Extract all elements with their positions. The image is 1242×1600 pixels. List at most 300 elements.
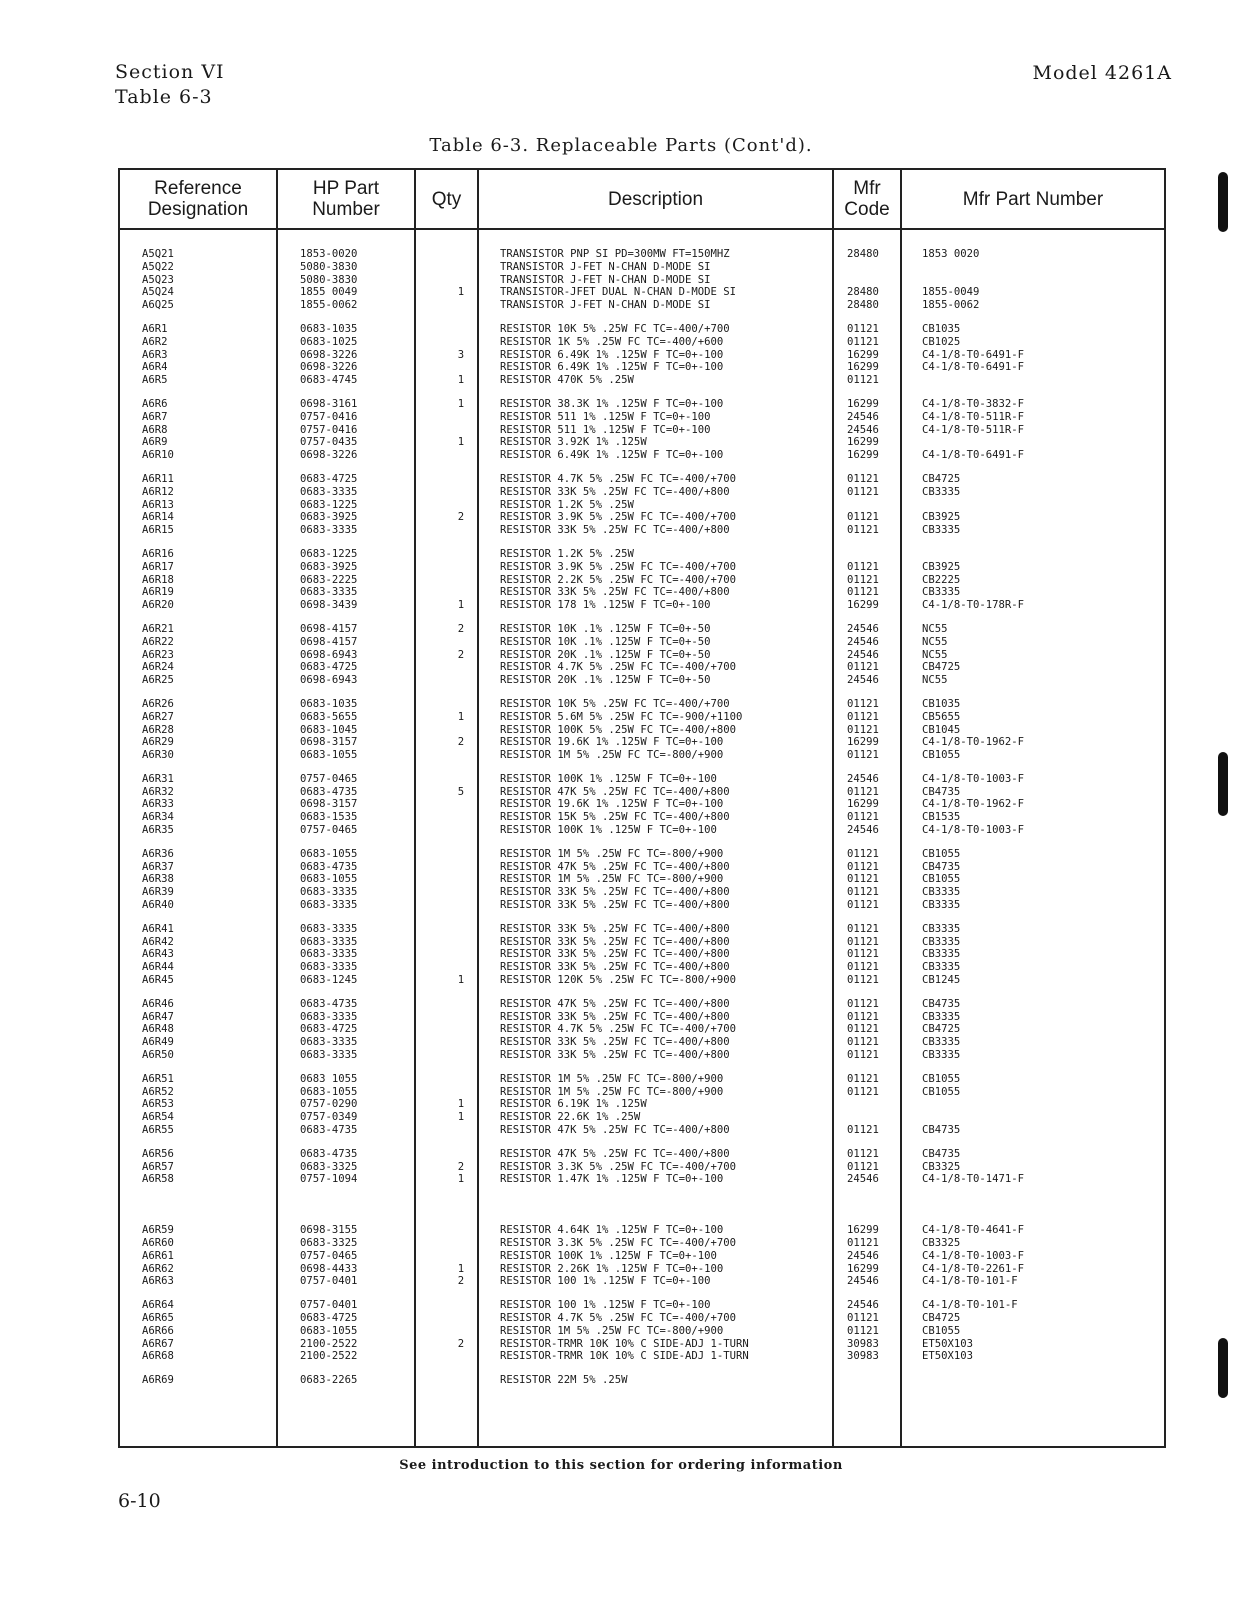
- cell-mfr-part: CB1055: [922, 1072, 961, 1085]
- cell-description: RESISTOR 33K 5% .25W FC TC=-400/+800: [500, 922, 730, 935]
- cell-reference: A6R63: [142, 1275, 174, 1288]
- cell-hp-part: 0683-1535: [300, 811, 358, 824]
- cell-reference: A6R15: [142, 524, 174, 537]
- cell-qty: 2: [457, 1160, 465, 1173]
- table-row: [120, 948, 1164, 961]
- table-row: [120, 449, 1164, 462]
- cell-mfr-part: CB4735: [922, 860, 961, 873]
- cell-reference: A6R53: [142, 1098, 174, 1111]
- table-row: [120, 661, 1164, 674]
- cell-description: RESISTOR 22M 5% .25W: [500, 1374, 628, 1387]
- cell-hp-part: 0698-4433: [300, 1262, 358, 1275]
- cell-description: RESISTOR 511 1% .125W F TC=0+-100: [500, 423, 711, 436]
- cell-mfr-part: CB3335: [922, 948, 961, 961]
- cell-mfr-part: CB2225: [922, 573, 961, 586]
- cell-mfr-code: 01121: [847, 1072, 879, 1085]
- cell-mfr-part: CB1055: [922, 847, 961, 860]
- cell-mfr-code: 01121: [847, 997, 879, 1010]
- header-reference-designation: Reference Designation: [147, 178, 249, 220]
- table-row: [120, 1098, 1164, 1111]
- cell-hp-part: 0698-3226: [300, 361, 358, 374]
- table-header-row: [120, 170, 1164, 230]
- row-group: [120, 698, 1164, 762]
- cell-qty: 2: [457, 1275, 465, 1288]
- cell-mfr-code: 01121: [847, 899, 879, 912]
- cell-description: RESISTOR 100 1% .125W F TC=0+-100: [500, 1299, 711, 1312]
- cell-description: RESISTOR 4.7K 5% .25W FC TC=-400/+700: [500, 472, 736, 485]
- table-row: [120, 473, 1164, 486]
- cell-mfr-part: CB3325: [922, 1237, 961, 1249]
- table-row: [120, 1312, 1164, 1325]
- cell-hp-part: 0683-3925: [300, 511, 358, 524]
- cell-qty: 1: [457, 1111, 465, 1124]
- cell-mfr-part: CB1535: [922, 811, 961, 824]
- cell-hp-part: 0698-3157: [300, 798, 358, 811]
- table-row: [120, 873, 1164, 886]
- cell-mfr-part: CB4725: [922, 661, 961, 674]
- cell-mfr-code: 24546: [847, 674, 879, 687]
- cell-mfr-part: CB1025: [922, 335, 961, 348]
- cell-mfr-code: 01121: [847, 1036, 879, 1049]
- cell-reference: A6R56: [142, 1147, 174, 1160]
- cell-mfr-code: 16299: [847, 1262, 879, 1275]
- cell-reference: A6R32: [142, 785, 174, 798]
- cell-description: RESISTOR 33K 5% .25W FC TC=-400/+800: [500, 1036, 730, 1049]
- cell-reference: A6R23: [142, 648, 174, 661]
- cell-reference: A6R8: [142, 423, 168, 436]
- cell-hp-part: 0683-1035: [300, 697, 358, 710]
- table-body: [120, 248, 1164, 1398]
- cell-description: RESISTOR 47K 5% .25W FC TC=-400/+800: [500, 1124, 730, 1137]
- cell-hp-part: 0757-0290: [300, 1098, 358, 1111]
- cell-hp-part: 0683-4745: [300, 374, 358, 387]
- cell-mfr-code: 24546: [847, 1249, 879, 1262]
- table-row: [120, 349, 1164, 362]
- cell-mfr-part: C4-1/8-T0-1003-F: [922, 772, 1025, 785]
- cell-description: TRANSISTOR J-FET N-CHAN D-MODE SI: [500, 299, 711, 312]
- cell-description: RESISTOR 100 1% .125W F TC=0+-100: [500, 1275, 711, 1288]
- cell-reference: A6R21: [142, 622, 174, 635]
- cell-description: RESISTOR 1M 5% .25W FC TC=-800/+900: [500, 873, 724, 886]
- cell-qty: 2: [457, 511, 465, 524]
- cell-hp-part: 0698-3157: [300, 736, 358, 749]
- page-header-left: [115, 60, 225, 110]
- cell-qty: 2: [457, 648, 465, 661]
- cell-description: RESISTOR 3.3K 5% .25W FC TC=-400/+700: [500, 1160, 736, 1173]
- cell-qty: 2: [457, 1337, 465, 1350]
- cell-reference: A6R3: [142, 348, 168, 361]
- cell-mfr-code: 24546: [847, 1275, 879, 1288]
- cell-reference: A6R58: [142, 1173, 174, 1186]
- cell-mfr-part: C4-1/8-T0-1471-F: [922, 1173, 1025, 1186]
- cell-hp-part: 0757-0349: [300, 1111, 358, 1124]
- cell-mfr-code: 16299: [847, 348, 879, 361]
- cell-hp-part: 0757-0465: [300, 1249, 358, 1262]
- table-row: [120, 1275, 1164, 1288]
- cell-mfr-code: 30983: [847, 1350, 879, 1363]
- cell-reference: A5Q24: [142, 286, 174, 299]
- cell-mfr-code: 16299: [847, 397, 879, 410]
- cell-reference: A5Q21: [142, 248, 174, 260]
- cell-description: RESISTOR 20K .1% .125W F TC=0+-50: [500, 648, 711, 661]
- row-group: [120, 1299, 1164, 1363]
- row-group: [120, 248, 1164, 312]
- cell-mfr-code: 01121: [847, 1324, 879, 1337]
- cell-mfr-part: C4-1/8-T0-6491-F: [922, 361, 1025, 374]
- cell-mfr-part: NC55: [922, 635, 948, 648]
- table-row: [120, 511, 1164, 524]
- cell-description: RESISTOR 4.7K 5% .25W FC TC=-400/+700: [500, 1023, 736, 1036]
- cell-mfr-code: 01121: [847, 472, 879, 485]
- cell-mfr-part: C4-1/8-T0-178R-F: [922, 599, 1025, 612]
- cell-mfr-part: CB4725: [922, 472, 961, 485]
- cell-description: RESISTOR 33K 5% .25W FC TC=-400/+800: [500, 886, 730, 899]
- cell-hp-part: 2100-2522: [300, 1350, 358, 1363]
- cell-reference: A6R45: [142, 974, 174, 987]
- cell-hp-part: 1855 0049: [300, 286, 358, 299]
- cell-mfr-code: 01121: [847, 322, 879, 335]
- cell-reference: A6R57: [142, 1160, 174, 1173]
- cell-reference: A6R54: [142, 1111, 174, 1124]
- cell-description: RESISTOR 1.2K 5% .25W: [500, 547, 634, 560]
- cell-hp-part: 0698-3226: [300, 348, 358, 361]
- table-title: Table 6-3. Replaceable Parts (Cont'd).: [429, 135, 813, 156]
- cell-description: RESISTOR-TRMR 10K 10% C SIDE-ADJ 1-TURN: [500, 1337, 749, 1350]
- cell-hp-part: 0683-3335: [300, 1036, 358, 1049]
- cell-hp-part: 2100-2522: [300, 1337, 358, 1350]
- cell-mfr-part: C4-1/8-T0-3832-F: [922, 397, 1025, 410]
- table-row: [120, 773, 1164, 786]
- cell-description: RESISTOR 33K 5% .25W FC TC=-400/+800: [500, 1010, 730, 1023]
- cell-hp-part: 0683-2265: [300, 1374, 358, 1387]
- cell-reference: A6R22: [142, 635, 174, 648]
- cell-hp-part: 0683-1035: [300, 322, 358, 335]
- cell-reference: A6R64: [142, 1299, 174, 1312]
- cell-description: RESISTOR 5.6M 5% .25W FC TC=-900/+1100: [500, 710, 743, 723]
- cell-mfr-part: CB3335: [922, 586, 961, 599]
- cell-description: RESISTOR 15K 5% .25W FC TC=-400/+800: [500, 811, 730, 824]
- cell-description: TRANSISTOR-JFET DUAL N-CHAN D-MODE SI: [500, 286, 736, 299]
- cell-description: RESISTOR 33K 5% .25W FC TC=-400/+800: [500, 1049, 730, 1062]
- cell-reference: A6R29: [142, 736, 174, 749]
- header-description: Description: [607, 188, 704, 210]
- cell-mfr-code: 01121: [847, 661, 879, 674]
- table-row: [120, 1111, 1164, 1124]
- cell-mfr-code: 24546: [847, 1299, 879, 1312]
- cell-description: RESISTOR 2.2K 5% .25W FC TC=-400/+700: [500, 573, 736, 586]
- cell-description: RESISTOR 100K 1% .125W F TC=0+-100: [500, 1249, 717, 1262]
- cell-reference: A6R50: [142, 1049, 174, 1062]
- cell-description: RESISTOR 10K 5% .25W FC TC=-400/+700: [500, 697, 730, 710]
- cell-mfr-code: 01121: [847, 524, 879, 537]
- cell-mfr-code: 01121: [847, 749, 879, 762]
- cell-reference: A6R61: [142, 1249, 174, 1262]
- cell-hp-part: 0683-3335: [300, 922, 358, 935]
- cell-description: RESISTOR 19.6K 1% .125W F TC=0+-100: [500, 736, 724, 749]
- cell-reference: A6R68: [142, 1350, 174, 1363]
- cell-mfr-code: 16299: [847, 361, 879, 374]
- table-row: [120, 886, 1164, 899]
- cell-mfr-code: 28480: [847, 286, 879, 299]
- cell-mfr-code: 01121: [847, 873, 879, 886]
- cell-hp-part: 0698-6943: [300, 674, 358, 687]
- cell-mfr-code: 01121: [847, 560, 879, 573]
- row-group: [120, 323, 1164, 387]
- table-row: [120, 649, 1164, 662]
- cell-mfr-code: 16299: [847, 798, 879, 811]
- cell-reference: A6R31: [142, 772, 174, 785]
- cell-reference: A6R1: [142, 322, 168, 335]
- table-row: [120, 1263, 1164, 1276]
- row-group: [120, 1073, 1164, 1137]
- cell-description: RESISTOR 4.7K 5% .25W FC TC=-400/+700: [500, 1311, 736, 1324]
- cell-description: RESISTOR 20K .1% .125W F TC=0+-50: [500, 674, 711, 687]
- cell-hp-part: 0757-0465: [300, 772, 358, 785]
- cell-hp-part: 0683-3335: [300, 948, 358, 961]
- cell-description: RESISTOR 10K .1% .125W F TC=0+-50: [500, 622, 711, 635]
- cell-hp-part: 0683-4725: [300, 661, 358, 674]
- page-number: 6-10: [118, 1490, 161, 1512]
- cell-mfr-part: CB1055: [922, 1085, 961, 1098]
- cell-description: RESISTOR 1.47K 1% .125W F TC=0+-100: [500, 1173, 724, 1186]
- cell-qty: 1: [457, 599, 465, 612]
- cell-mfr-part: CB4735: [922, 1147, 961, 1160]
- cell-mfr-part: CB1035: [922, 322, 961, 335]
- cell-mfr-part: 1855-0049: [922, 286, 980, 299]
- table-row: [120, 674, 1164, 687]
- cell-mfr-part: CB1245: [922, 974, 961, 987]
- table-row: [120, 524, 1164, 537]
- cell-qty: 1: [457, 286, 465, 299]
- cell-mfr-part: C4-1/8-T0-101-F: [922, 1299, 1018, 1312]
- cell-reference: A6R14: [142, 511, 174, 524]
- cell-description: RESISTOR 33K 5% .25W FC TC=-400/+800: [500, 935, 730, 948]
- cell-description: RESISTOR 120K 5% .25W FC TC=-800/+900: [500, 974, 736, 987]
- table-row: [120, 548, 1164, 561]
- cell-reference: A5Q23: [142, 273, 174, 286]
- cell-mfr-code: 24546: [847, 648, 879, 661]
- cell-qty: 2: [457, 736, 465, 749]
- cell-mfr-part: CB1035: [922, 697, 961, 710]
- cell-mfr-part: CB3335: [922, 935, 961, 948]
- cell-mfr-code: 24546: [847, 1173, 879, 1186]
- cell-reference: A6R19: [142, 586, 174, 599]
- cell-hp-part: 0698-3155: [300, 1224, 358, 1237]
- cell-hp-part: 0683-1055: [300, 1324, 358, 1337]
- cell-mfr-part: C4-1/8-T0-2261-F: [922, 1262, 1025, 1275]
- table-row: [120, 1299, 1164, 1312]
- cell-hp-part: 0698-4157: [300, 635, 358, 648]
- row-group: [120, 548, 1164, 612]
- cell-reference: A6R60: [142, 1237, 174, 1249]
- cell-hp-part: 5080-3830: [300, 260, 358, 273]
- cell-hp-part: 0757-0435: [300, 436, 358, 449]
- cell-hp-part: 0683-1055: [300, 749, 358, 762]
- cell-mfr-part: CB3335: [922, 886, 961, 899]
- cell-hp-part: 0683-3325: [300, 1237, 358, 1249]
- cell-mfr-code: 16299: [847, 449, 879, 462]
- table-row: [120, 861, 1164, 874]
- cell-description: RESISTOR 33K 5% .25W FC TC=-400/+800: [500, 524, 730, 537]
- table-row: [120, 1049, 1164, 1062]
- cell-hp-part: 0757-0401: [300, 1275, 358, 1288]
- table-row: [120, 361, 1164, 374]
- table-row: [120, 1036, 1164, 1049]
- cell-description: RESISTOR-TRMR 10K 10% C SIDE-ADJ 1-TURN: [500, 1350, 749, 1363]
- cell-description: RESISTOR 33K 5% .25W FC TC=-400/+800: [500, 586, 730, 599]
- cell-hp-part: 0698-4157: [300, 622, 358, 635]
- table-row: [120, 811, 1164, 824]
- cell-description: RESISTOR 1M 5% .25W FC TC=-800/+900: [500, 847, 724, 860]
- cell-mfr-part: CB4735: [922, 785, 961, 798]
- cell-reference: A6R59: [142, 1224, 174, 1237]
- cell-hp-part: 0698-3161: [300, 397, 358, 410]
- cell-mfr-code: 01121: [847, 723, 879, 736]
- table-row: [120, 398, 1164, 411]
- table-row: [120, 848, 1164, 861]
- cell-mfr-code: 01121: [847, 1049, 879, 1062]
- cell-reference: A6R39: [142, 886, 174, 899]
- cell-mfr-part: ET50X103: [922, 1337, 974, 1350]
- cell-reference: A5Q22: [142, 260, 174, 273]
- table-row: [120, 998, 1164, 1011]
- table-row: [120, 1338, 1164, 1351]
- cell-reference: A6R62: [142, 1262, 174, 1275]
- cell-mfr-part: C4-1/8-T0-1962-F: [922, 736, 1025, 749]
- cell-mfr-code: 24546: [847, 635, 879, 648]
- cell-mfr-code: 01121: [847, 785, 879, 798]
- table-row: [120, 724, 1164, 737]
- table-row: [120, 1237, 1164, 1250]
- table-row: [120, 1173, 1164, 1186]
- cell-mfr-code: 01121: [847, 335, 879, 348]
- cell-reference: A6R55: [142, 1124, 174, 1137]
- table-row: [120, 936, 1164, 949]
- header-qty: Qty: [431, 188, 462, 210]
- row-group: [120, 398, 1164, 462]
- cell-qty: 1: [457, 1098, 465, 1111]
- table-row: [120, 323, 1164, 336]
- parts-table: [118, 168, 1166, 1448]
- table-row: [120, 623, 1164, 636]
- cell-reference: A6R52: [142, 1085, 174, 1098]
- cell-mfr-code: 01121: [847, 935, 879, 948]
- cell-hp-part: 0757-0416: [300, 410, 358, 423]
- cell-mfr-code: 01121: [847, 697, 879, 710]
- cell-mfr-part: CB3335: [922, 1049, 961, 1062]
- cell-reference: A6R28: [142, 723, 174, 736]
- cell-description: RESISTOR 47K 5% .25W FC TC=-400/+800: [500, 997, 730, 1010]
- cell-reference: A6R48: [142, 1023, 174, 1036]
- table-row: [120, 1124, 1164, 1137]
- table-row: [120, 974, 1164, 987]
- cell-description: RESISTOR 3.9K 5% .25W FC TC=-400/+700: [500, 511, 736, 524]
- cell-mfr-part: NC55: [922, 674, 948, 687]
- cell-mfr-code: 01121: [847, 1023, 879, 1036]
- cell-mfr-code: 24546: [847, 423, 879, 436]
- cell-reference: A6R12: [142, 485, 174, 498]
- cell-description: RESISTOR 100K 1% .125W F TC=0+-100: [500, 824, 717, 837]
- cell-reference: A6R20: [142, 599, 174, 612]
- cell-mfr-code: 01121: [847, 586, 879, 599]
- cell-hp-part: 0698-3439: [300, 599, 358, 612]
- cell-description: RESISTOR 10K .1% .125W F TC=0+-50: [500, 635, 711, 648]
- cell-mfr-part: CB1055: [922, 749, 961, 762]
- cell-hp-part: 0683-1055: [300, 847, 358, 860]
- cell-description: RESISTOR 47K 5% .25W FC TC=-400/+800: [500, 1147, 730, 1160]
- cell-mfr-code: 01121: [847, 374, 879, 387]
- cell-qty: 3: [457, 348, 465, 361]
- table-row: [120, 786, 1164, 799]
- table-row: [120, 1325, 1164, 1338]
- table-row: [120, 424, 1164, 437]
- cell-mfr-part: NC55: [922, 622, 948, 635]
- table-row: [120, 1148, 1164, 1161]
- cell-description: RESISTOR 178 1% .125W F TC=0+-100: [500, 599, 711, 612]
- cell-reference: A6R35: [142, 824, 174, 837]
- cell-hp-part: 5080-3830: [300, 273, 358, 286]
- cell-hp-part: 0683-3325: [300, 1160, 358, 1173]
- cell-hp-part: 0683-1245: [300, 974, 358, 987]
- cell-qty: 5: [457, 785, 465, 798]
- cell-mfr-part: 1855-0062: [922, 299, 980, 312]
- table-row: [120, 1086, 1164, 1099]
- cell-mfr-part: CB5655: [922, 710, 961, 723]
- cell-description: RESISTOR 1.2K 5% .25W: [500, 498, 634, 511]
- row-group: [120, 1374, 1164, 1387]
- cell-mfr-code: 01121: [847, 948, 879, 961]
- header-hp-part-number: HP Part Number: [312, 178, 380, 220]
- table-row: [120, 899, 1164, 912]
- cell-reference: A6R37: [142, 860, 174, 873]
- cell-description: RESISTOR 19.6K 1% .125W F TC=0+-100: [500, 798, 724, 811]
- table-row: [120, 1374, 1164, 1387]
- table-row: [120, 698, 1164, 711]
- cell-mfr-part: CB3335: [922, 899, 961, 912]
- cell-reference: A6R69: [142, 1374, 174, 1387]
- cell-mfr-part: CB3335: [922, 485, 961, 498]
- table-row: [120, 299, 1164, 312]
- cell-mfr-code: 01121: [847, 485, 879, 498]
- cell-reference: A6R46: [142, 997, 174, 1010]
- cell-mfr-code: 16299: [847, 736, 879, 749]
- row-group: [120, 848, 1164, 912]
- cell-mfr-code: 24546: [847, 622, 879, 635]
- row-group: [120, 998, 1164, 1062]
- cell-mfr-code: 01121: [847, 1311, 879, 1324]
- cell-hp-part: 0683-3335: [300, 586, 358, 599]
- cell-description: RESISTOR 4.7K 5% .25W FC TC=-400/+700: [500, 661, 736, 674]
- section-label: Section VI: [115, 61, 225, 83]
- cell-hp-part: 1853-0020: [300, 248, 358, 260]
- cell-hp-part: 0757-0401: [300, 1299, 358, 1312]
- table-row: [120, 1250, 1164, 1263]
- cell-qty: 1: [457, 974, 465, 987]
- cell-mfr-part: CB1055: [922, 873, 961, 886]
- cell-hp-part: 0683-4735: [300, 785, 358, 798]
- cell-hp-part: 0683-4735: [300, 860, 358, 873]
- cell-reference: A6R17: [142, 560, 174, 573]
- cell-reference: A6R18: [142, 573, 174, 586]
- cell-mfr-part: C4-1/8-T0-6491-F: [922, 449, 1025, 462]
- ordering-note: See introduction to this section for ordering information: [399, 1458, 843, 1473]
- table-row: [120, 1350, 1164, 1363]
- cell-mfr-code: 01121: [847, 710, 879, 723]
- cell-description: RESISTOR 6.49K 1% .125W F TC=0+-100: [500, 449, 724, 462]
- table-row: [120, 736, 1164, 749]
- cell-mfr-part: ET50X103: [922, 1350, 974, 1363]
- cell-description: RESISTOR 22.6K 1% .25W: [500, 1111, 641, 1124]
